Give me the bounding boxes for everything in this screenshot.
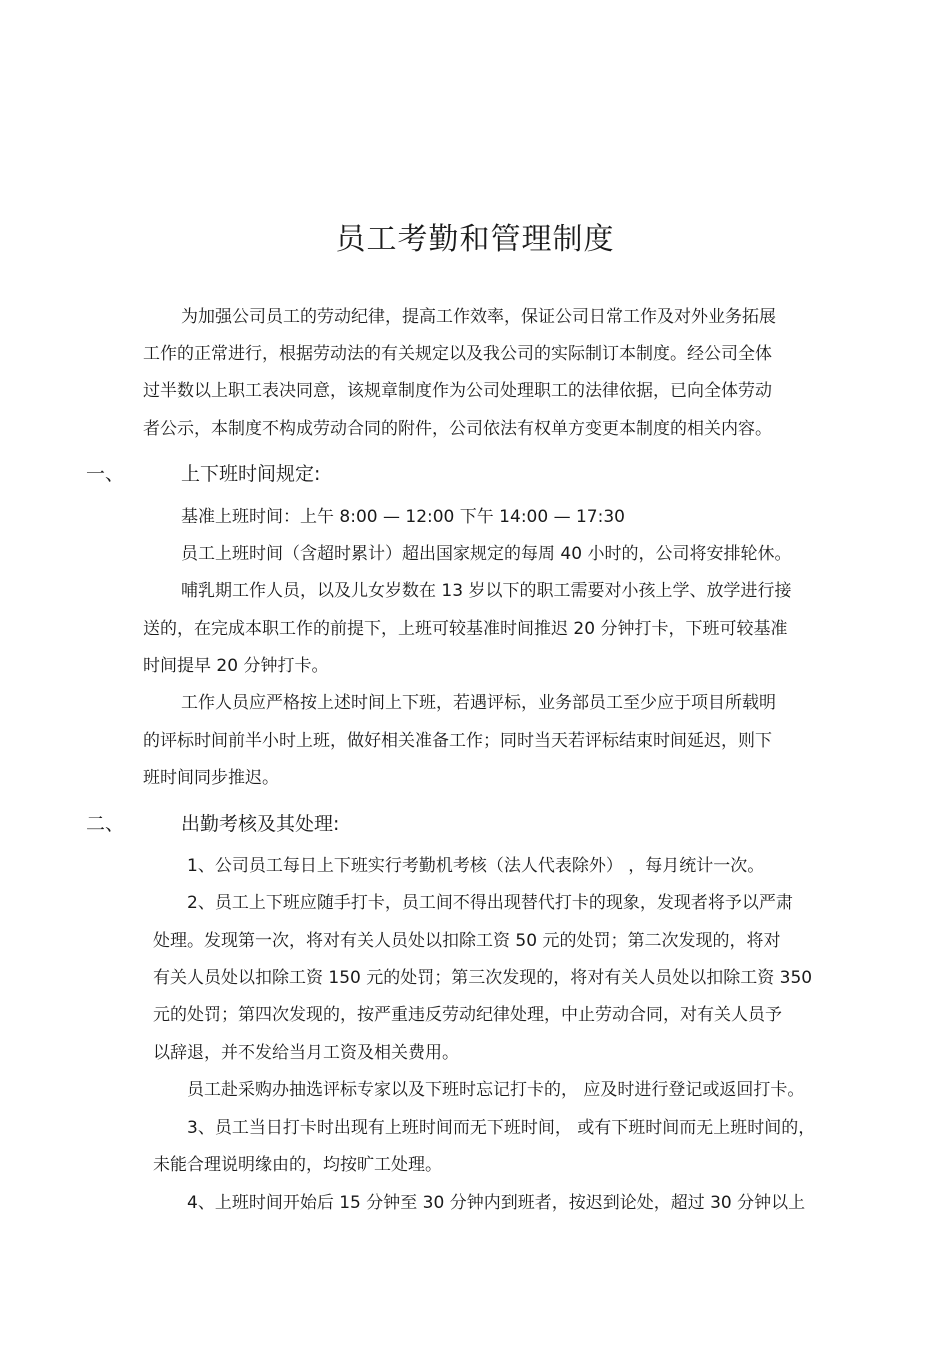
- intro-line: 为加强公司员工的劳动纪律，提高工作效率，保证公司日常工作及对外业务拓展: [181, 307, 776, 327]
- section-number: 二、: [86, 813, 125, 835]
- body-line: 未能合理说明缘由的，均按旷工处理。: [153, 1155, 442, 1175]
- document-title: 员工考勤和管理制度: [335, 222, 615, 257]
- body-line: 员工上班时间（含超时累计）超出国家规定的每周 40 小时的，公司将安排轮休。: [181, 544, 792, 564]
- body-line: 以辞退，并不发给当月工资及相关费用。: [153, 1043, 459, 1063]
- body-line: 处理。发现第一次，将对有关人员处以扣除工资 50 元的处罚；第二次发现的，将对: [153, 931, 781, 951]
- body-line: 2、员工上下班应随手打卡，员工间不得出现替代打卡的现象，发现者将予以严肃: [187, 893, 793, 913]
- intro-line: 者公示，本制度不构成劳动合同的附件，公司依法有权单方变更本制度的相关内容。: [143, 419, 772, 439]
- section-number: 一、: [86, 463, 125, 485]
- body-line: 时间提早 20 分钟打卡。: [143, 656, 329, 676]
- body-line: 送的，在完成本职工作的前提下，上班可较基准时间推迟 20 分钟打卡，下班可较基准: [143, 619, 788, 639]
- body-line: 的评标时间前半小时上班，做好相关准备工作；同时当天若评标结束时间延迟，则下: [143, 731, 772, 751]
- body-line: 哺乳期工作人员，以及儿女岁数在 13 岁以下的职工需要对小孩上学、放学进行接: [181, 581, 792, 601]
- section-heading: 出勤考核及其处理:: [181, 813, 340, 835]
- body-line: 3、员工当日打卡时出现有上班时间而无下班时间， 或有下班时间而无上班时间的，: [187, 1118, 816, 1138]
- intro-line: 工作的正常进行，根据劳动法的有关规定以及我公司的实际制订本制度。经公司全体: [143, 344, 772, 364]
- section-heading: 上下班时间规定:: [181, 463, 321, 485]
- body-line: 班时间同步推迟。: [143, 768, 279, 788]
- body-line: 元的处罚；第四次发现的，按严重违反劳动纪律处理，中止劳动合同，对有关人员予: [153, 1005, 782, 1025]
- body-line: 有关人员处以扣除工资 150 元的处罚；第三次发现的，将对有关人员处以扣除工资 350: [153, 968, 813, 988]
- body-line: 4、上班时间开始后 15 分钟至 30 分钟内到班者，按迟到论处，超过 30 分钟以上: [187, 1193, 806, 1213]
- body-line: 工作人员应严格按上述时间上下班，若遇评标，业务部员工至少应于项目所载明: [181, 693, 776, 713]
- body-line: 员工赴采购办抽选评标专家以及下班时忘记打卡的， 应及时进行登记或返回打卡。: [187, 1080, 805, 1100]
- body-line: 1、公司员工每日上下班实行考勤机考核（法人代表除外） ，每月统计一次。: [187, 856, 765, 876]
- body-line: 基准上班时间：上午 8:00 — 12:00 下午 14:00 — 17:30: [181, 507, 625, 527]
- intro-line: 过半数以上职工表决同意，该规章制度作为公司处理职工的法律依据，已向全体劳动: [143, 381, 772, 401]
